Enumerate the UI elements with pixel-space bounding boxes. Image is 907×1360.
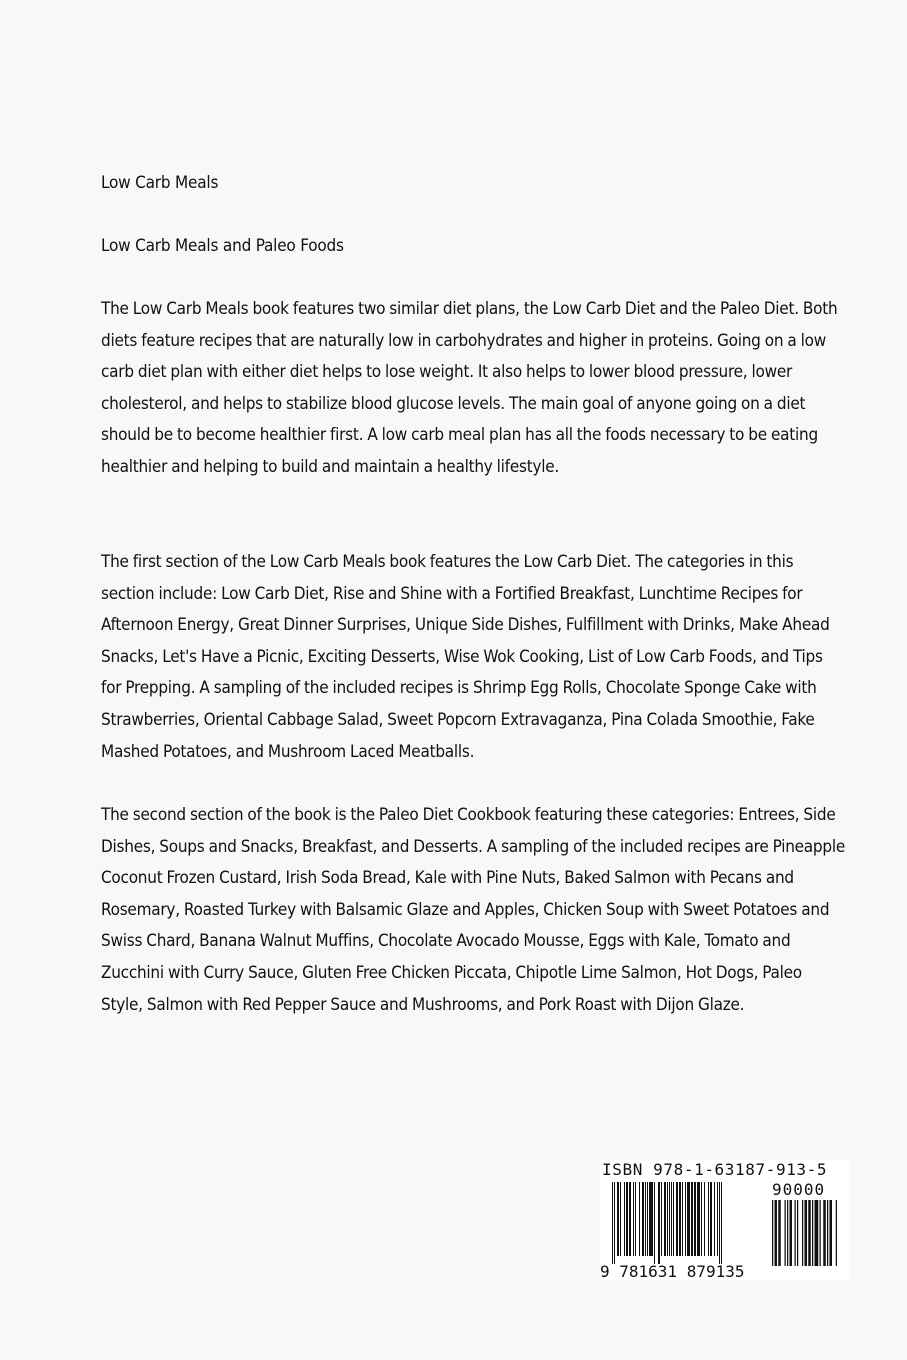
barcode-bar	[671, 1182, 672, 1256]
barcode-bar	[719, 1182, 720, 1264]
barcode-bar	[649, 1182, 653, 1256]
barcode-bar	[679, 1182, 681, 1256]
isbn-label: ISBN 978-1-63187-913-5	[602, 1160, 828, 1179]
barcode-bar	[658, 1182, 660, 1264]
barcode-bar	[790, 1200, 793, 1266]
barcode-bar	[787, 1200, 788, 1266]
barcode-bar	[639, 1182, 640, 1256]
barcode-bar	[775, 1200, 778, 1266]
barcode-bar	[633, 1182, 634, 1256]
description-paragraph-3: The second section of the book is the Paleo Diet Cookbook featuring these categories: Entrees, Side Dishes, Soups and Snacks, Breakfast, and Desserts. A sampling of the included recipes are Pineapple Coconut Frozen Custard, Irish Soda Bread, Kale with Pine Nuts, Baked Salmon with Pecans and Rosemary, Roasted Turkey with Balsamic Glaze and Apples, Chicken Soup with Sweet Potatoes and Swiss Chard, Banana Walnut Muffins, Chocolate Avocado Mousse, Eggs with Kale, Tomato and Zucchini with Curry Sauce, Gluten Free Chicken Piccata, Chipotle Lime Salmon, Hot Dogs, Paleo Style, Salmon with Red Pepper Sauce and Mushrooms, and Pork Roast with Dijon Glaze.	[101, 805, 846, 1015]
barcode-bar	[685, 1182, 686, 1256]
barcode-bar	[717, 1182, 718, 1256]
barcode-bar	[624, 1182, 625, 1256]
barcode-bars	[612, 1182, 762, 1264]
barcode-bar	[654, 1182, 655, 1264]
barcode-bar	[691, 1182, 693, 1256]
barcode-bar	[612, 1182, 613, 1264]
addon-barcode-bars	[772, 1200, 846, 1266]
barcode-bar	[785, 1200, 786, 1266]
barcode-bar	[626, 1182, 628, 1256]
barcode-bar	[664, 1182, 666, 1256]
barcode-bar	[676, 1182, 678, 1256]
barcode-bar	[661, 1182, 662, 1256]
barcode-bar	[694, 1182, 696, 1256]
barcode-bar	[714, 1182, 715, 1256]
description-paragraph-2: The first section of the Low Carb Meals book features the Low Carb Diet. The categories in this section include: Low Carb Diet, Rise and Shine with a Fortified Breakfast, Lunchtime Recipes for Afternoon Energy, Great Dinner Surprises, Unique Side Dishes, Fulfillment with Drinks, Make Ahead Snacks, Let's Have a Picnic, Exciting Desserts, Wise Wok Cooking, List of Low Carb Foods, and Tips for Prepping. A sampling of the included recipes is Shrimp Egg Rolls, Chocolate Sponge Cake with Strawberries, Oriental Cabbage Salad, Sweet Popcorn Extravaganza, Pina Colada Smoothie, Fake Mashed Potatoes, and Mushroom Laced Meatballs.	[101, 552, 830, 762]
barcode-bar	[830, 1200, 833, 1266]
barcode-bar	[820, 1200, 821, 1266]
barcode-bar	[812, 1200, 813, 1266]
barcode-bar	[645, 1182, 646, 1256]
barcode-bar	[647, 1182, 648, 1256]
barcode-bar	[808, 1200, 811, 1266]
barcode-bar	[823, 1200, 826, 1266]
barcode-bar	[704, 1182, 705, 1256]
barcode-bar	[669, 1182, 670, 1256]
barcode-bar	[778, 1200, 781, 1266]
barcode-bar	[697, 1182, 700, 1256]
barcode-bar	[614, 1182, 615, 1264]
barcode-bar	[827, 1200, 828, 1266]
barcode-bar	[836, 1200, 837, 1266]
barcode-bar	[673, 1182, 674, 1256]
barcode-bar	[710, 1182, 712, 1256]
barcode-bar	[701, 1182, 702, 1256]
barcode-bar	[795, 1200, 796, 1266]
price-code: 90000	[772, 1180, 826, 1199]
barcode-bar	[721, 1182, 722, 1264]
barcode-bar	[617, 1182, 619, 1256]
barcode-bar	[682, 1182, 683, 1256]
barcode-bar	[805, 1200, 808, 1266]
barcode-bar	[797, 1200, 798, 1266]
barcode-bar	[687, 1182, 690, 1256]
isbn-barcode	[600, 1160, 850, 1280]
barcode-bar	[708, 1182, 709, 1256]
barcode-bar	[815, 1200, 819, 1266]
barcode-bar	[635, 1182, 636, 1256]
barcode-bar	[629, 1182, 631, 1256]
barcode-bar	[642, 1182, 644, 1256]
ean-digits: 9 781631 879135	[600, 1262, 745, 1281]
book-title: Low Carb Meals	[101, 173, 219, 193]
barcode-bar	[620, 1182, 621, 1256]
description-paragraph-1: The Low Carb Meals book features two similar diet plans, the Low Carb Diet and the Paleo Diet. Both diets feature recipes that are naturally low in carbohydrates and higher in proteins. Going on a low carb diet plan with either diet helps to lose weight. It also helps to lower blood pressure, lower cholesterol, and helps to stabilize blood glucose levels. The main goal of anyone going on a diet should be to become healthier first. A low carb meal plan has all the foods necessary to be eating healthier and helping to build and maintain a healthy lifestyle.	[101, 299, 838, 477]
barcode-bar	[667, 1182, 668, 1256]
book-subtitle: Low Carb Meals and Paleo Foods	[101, 236, 344, 256]
barcode-bar	[772, 1200, 773, 1266]
barcode-bar	[802, 1200, 803, 1266]
